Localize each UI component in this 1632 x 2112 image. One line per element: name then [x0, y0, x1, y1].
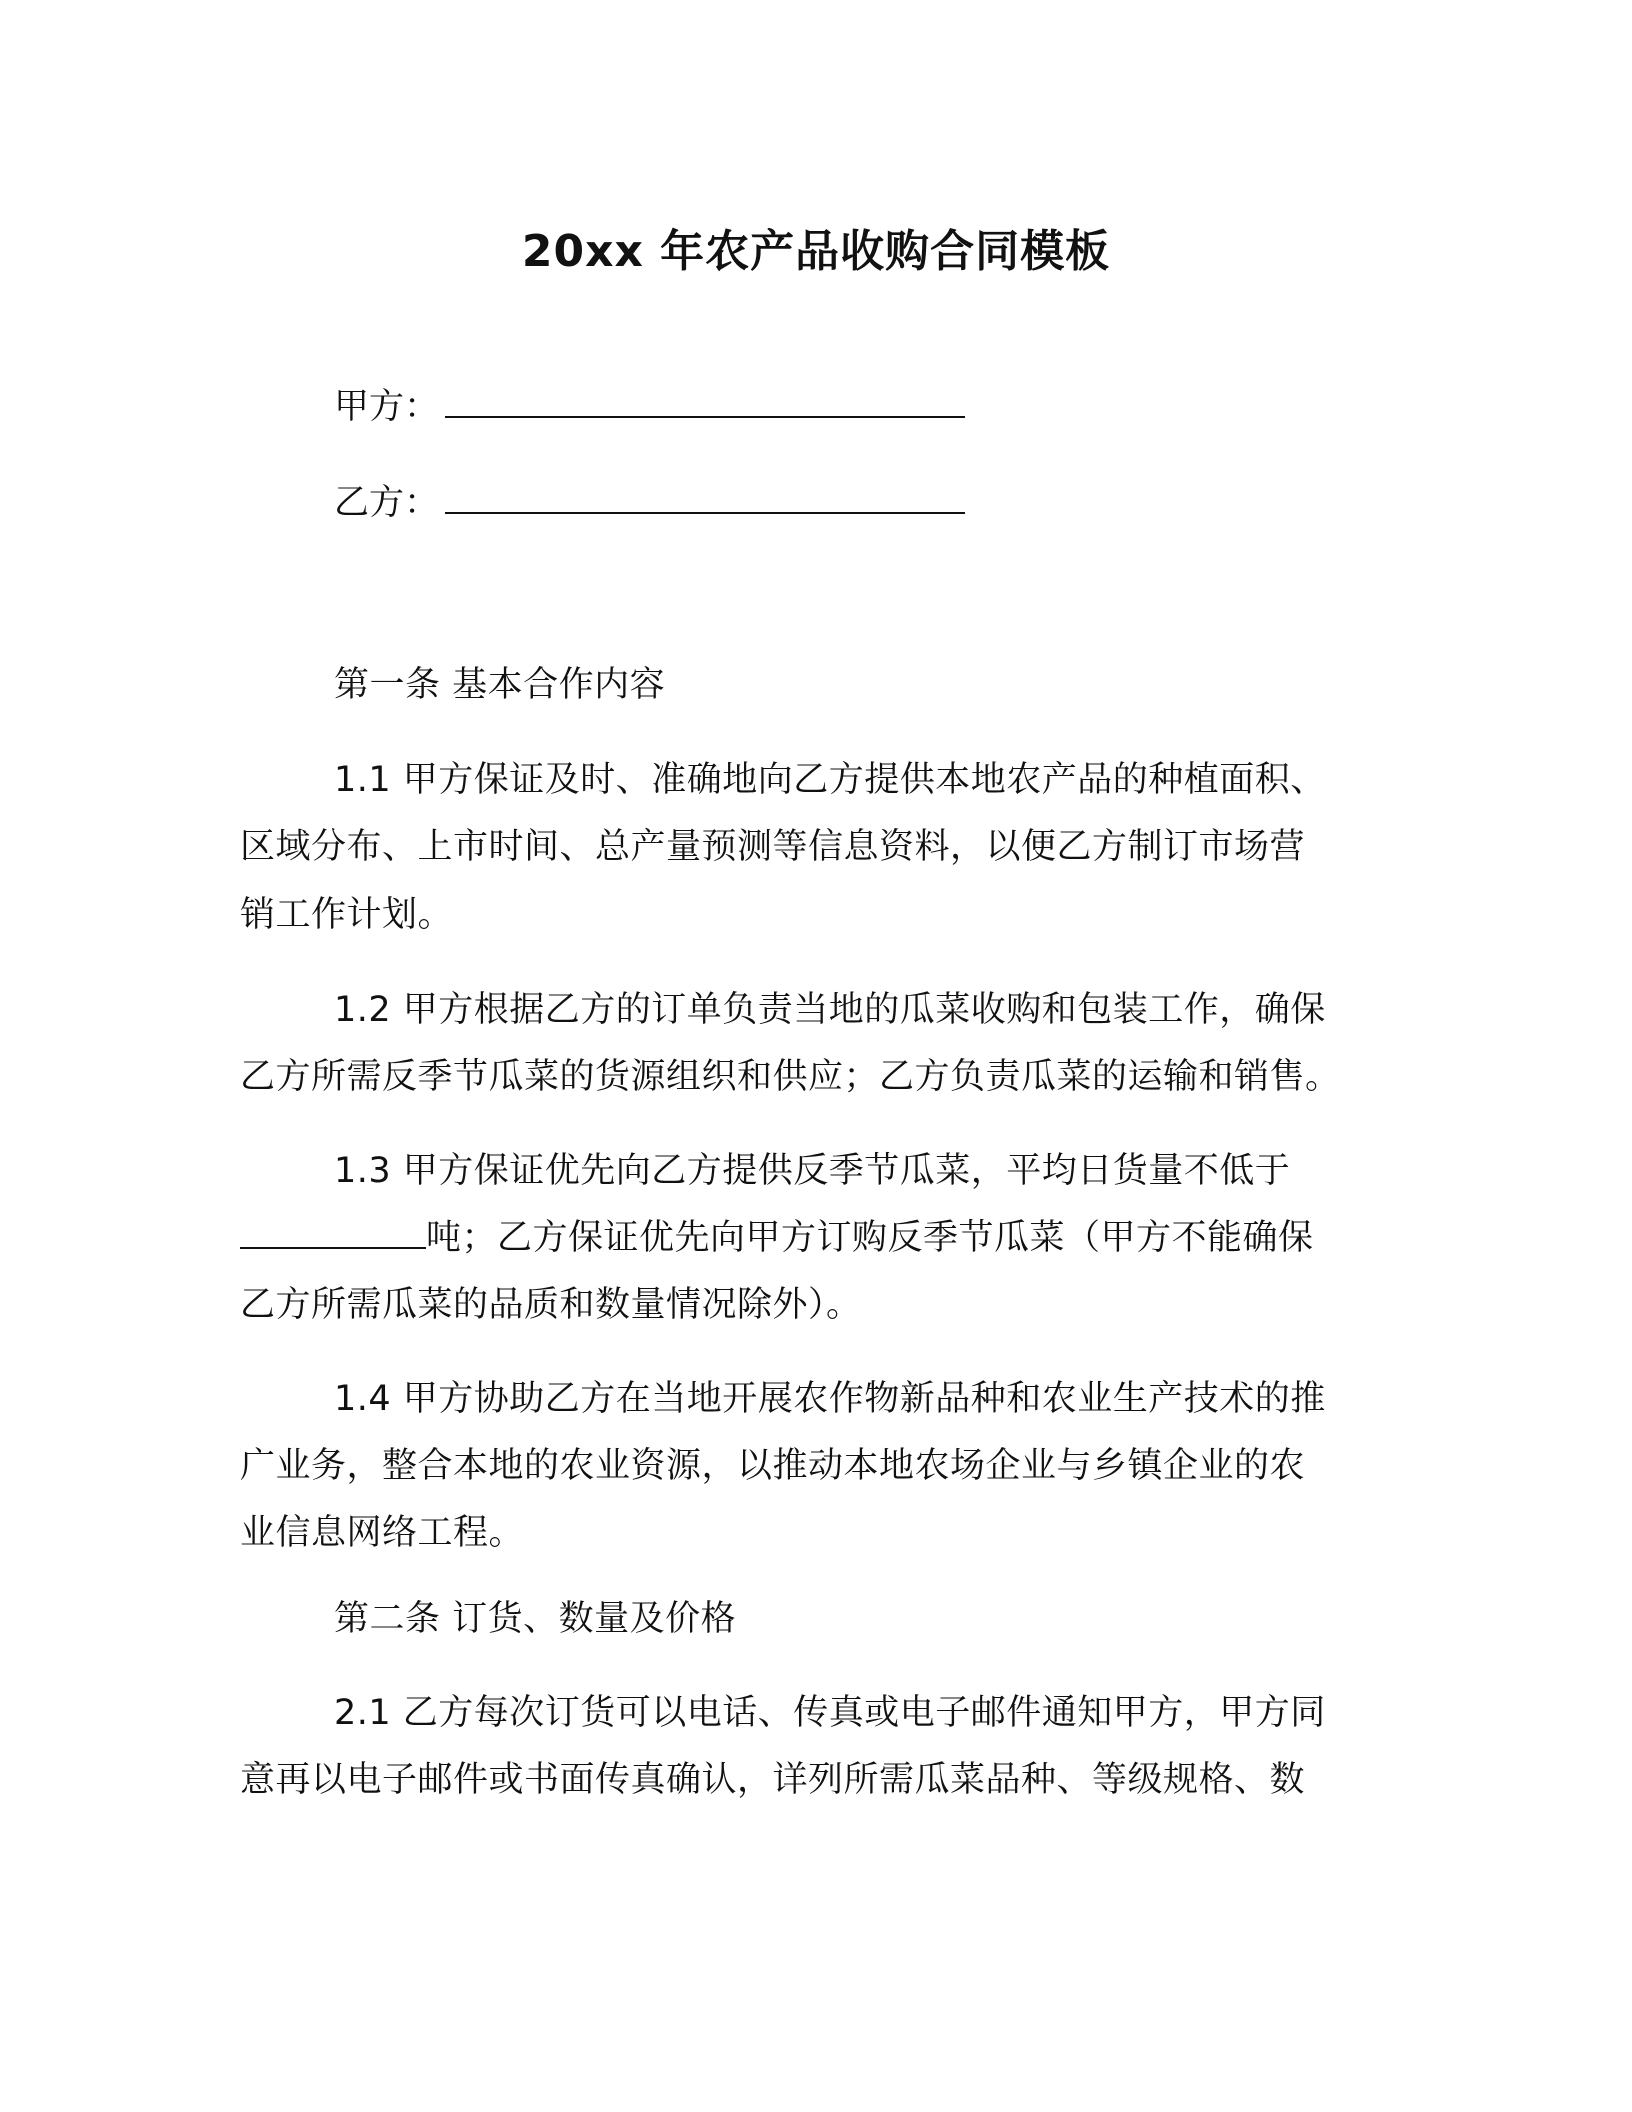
paragraph-1-4-line-2: 广业务，整合本地的农业资源，以推动本地农场企业与乡镇企业的农	[240, 1446, 1306, 1486]
paragraph-1-2-line-2: 乙方所需反季节瓜菜的货源组织和供应；乙方负责瓜菜的运输和销售。	[240, 1057, 1341, 1097]
party-a-line	[334, 382, 965, 432]
paragraph-1-3-line-2	[240, 1213, 1314, 1263]
paragraph-1-4-line-3: 业信息网络工程。	[240, 1513, 525, 1553]
paragraph-2-1-line-1: 2.1 乙方每次订货可以电话、传真或电子邮件通知甲方，甲方同	[334, 1693, 1326, 1733]
document-title: 20xx 年农产品收购合同模板	[521, 226, 1111, 277]
party-a-label: 甲方：	[334, 387, 440, 427]
paragraph-1-1-line-2: 区域分布、上市时间、总产量预测等信息资料，以便乙方制订市场营	[240, 827, 1306, 867]
party-a-blank	[445, 386, 965, 418]
article-2-heading: 第二条 订货、数量及价格	[334, 1599, 737, 1639]
paragraph-2-1-line-2: 意再以电子邮件或书面传真确认，详列所需瓜菜品种、等级规格、数	[240, 1760, 1306, 1800]
party-b-line	[334, 478, 965, 528]
paragraph-1-1-line-1: 1.1 甲方保证及时、准确地向乙方提供本地农产品的种植面积、	[334, 760, 1326, 800]
paragraph-1-3-line-3: 乙方所需瓜菜的品质和数量情况除外）。	[240, 1285, 862, 1325]
paragraph-1-2-line-1: 1.2 甲方根据乙方的订单负责当地的瓜菜收购和包装工作，确保	[334, 990, 1326, 1030]
party-b-blank	[445, 482, 965, 514]
paragraph-1-1-line-3: 销工作计划。	[240, 895, 454, 935]
tonnage-blank	[240, 1219, 426, 1249]
paragraph-1-4-line-1: 1.4 甲方协助乙方在当地开展农作物新品种和农业生产技术的推	[334, 1379, 1326, 1419]
paragraph-1-3-line-1: 1.3 甲方保证优先向乙方提供反季节瓜菜，平均日货量不低于	[334, 1151, 1291, 1191]
article-1-heading: 第一条 基本合作内容	[334, 665, 666, 705]
paragraph-1-3-line-2-text: 吨；乙方保证优先向甲方订购反季节瓜菜（甲方不能确保	[426, 1218, 1314, 1258]
party-b-label: 乙方：	[334, 483, 440, 523]
